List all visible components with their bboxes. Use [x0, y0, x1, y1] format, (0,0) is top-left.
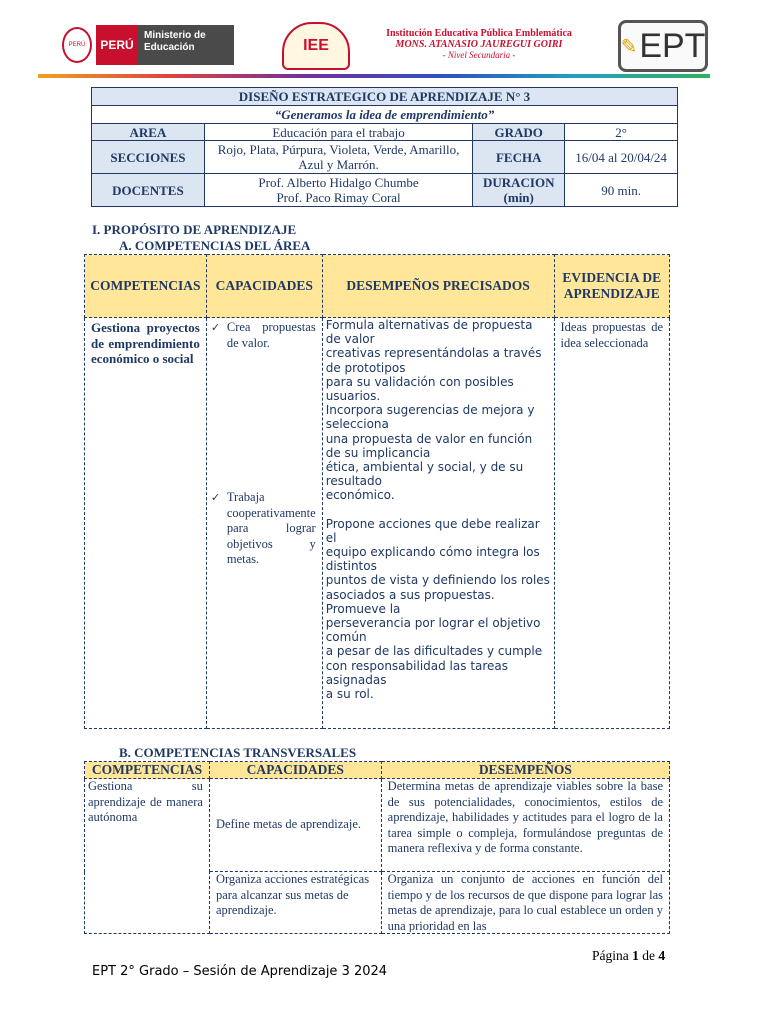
col-header-competencias: COMPETENCIAS: [85, 762, 210, 779]
institution-name: [356, 28, 602, 61]
desempeno-text: Propone acciones que debe realizar el equipo explicando cómo integra los distintos puntos de vista y definiendo los roles asociados a sus propuestas. Promueve la perseverancia por lograr el objetivo común a pesar de las dificultades y cumple con responsabilidad las tareas asignadas a su rol.: [325, 516, 550, 702]
docente-1: Prof. Alberto Hidalgo Chumbe: [258, 175, 419, 190]
col-header-desempenos: DESEMPEÑOS PRECISADOS: [322, 255, 554, 318]
institution-line1: Institución Educativa Pública Emblemática: [386, 28, 572, 39]
capacidad-item: ✓ Crea propuestas de valor.: [209, 320, 316, 490]
evidencia-cell: Ideas propuestas de idea seleccionada: [554, 318, 669, 729]
peru-seal-icon: PERÚ: [62, 27, 92, 63]
col-header-capacidades: CAPACIDADES: [209, 762, 381, 779]
docente-2: Prof. Paco Rimay Coral: [276, 190, 401, 205]
grado-label: GRADO: [473, 124, 565, 141]
competencia-cell: Gestiona su aprendizaje de manera autónoma: [85, 779, 210, 934]
ept-logo: [618, 20, 708, 72]
page-number: [592, 948, 665, 964]
design-subtitle: “Generamos la idea de emprendimiento”: [92, 106, 678, 124]
col-header-competencias: COMPETENCIAS: [85, 255, 207, 318]
competencia-cell: Gestiona proyectos de emprendimiento económico o social: [85, 318, 207, 729]
ept-logo-text: EPT: [639, 26, 706, 65]
page-header: [0, 0, 768, 82]
desempenos-cell: [322, 318, 554, 729]
capacidad-cell: Organiza acciones estratégicas para alcanzar sus metas de aprendizaje.: [209, 872, 381, 934]
desempeno-text: Formula alternativas de propuesta de valor creativas representándolas a través de prototipos para su validación con posibles usuarios. Incorpora sugerencias de mejora y selecciona una propuesta de valor en función de su implicancia ética, ambiental y social, y de su resultado económico.: [325, 318, 542, 503]
institution-line2: MONS. ATANASIO JAUREGUI GOIRI: [395, 39, 563, 50]
docentes-value: [204, 174, 472, 207]
secciones-label: SECCIONES: [92, 141, 205, 174]
section-subtitle-area-competencies: A. COMPETENCIAS DEL ÁREA: [119, 238, 311, 253]
page-of: de: [642, 948, 655, 963]
capacidad-cell: Define metas de aprendizaje.: [209, 779, 381, 872]
page-prefix: Página: [592, 948, 629, 963]
transversal-competencies-table: [84, 761, 670, 934]
design-info-table: [91, 87, 678, 207]
institution-line3: - Nivel Secundaria -: [442, 50, 516, 60]
header-stripe: [38, 74, 710, 78]
capacidad-item: ✓ Trabaja cooperativamente para lograr objetivos y metas.: [209, 490, 316, 568]
grado-value: 2°: [565, 124, 678, 141]
desempeno-cell: Determina metas de aprendizaje viables sobre la base de sus potencialidades, conocimientos, estilos de aprendizaje, habilidades y actitudes para el logro de la tarea simple o compleja, formulándose preguntas de manera reflexiva y de forma constante.: [381, 779, 669, 872]
col-header-evidencia: EVIDENCIA DE APRENDIZAJE: [554, 255, 669, 318]
ministry-logo: [62, 24, 234, 66]
page-total: 4: [658, 948, 666, 963]
footer-text: EPT 2° Grado – Sesión de Aprendizaje 3 2024: [92, 964, 388, 979]
section-title-purpose: I. PROPÓSITO DE APRENDIZAJE: [92, 222, 297, 237]
secciones-value: Rojo, Plata, Púrpura, Violeta, Verde, Amarillo, Azul y Marrón.: [204, 141, 472, 174]
page-current: 1: [632, 948, 639, 963]
area-label: AREA: [92, 124, 205, 141]
ministry-label: Ministerio de Educación: [138, 25, 234, 65]
peru-label: PERÚ: [96, 25, 138, 65]
area-value: Educación para el trabajo: [204, 124, 472, 141]
design-title: DISEÑO ESTRATEGICO DE APRENDIZAJE N° 3: [92, 88, 678, 106]
duracion-value: 90 min.: [565, 174, 678, 207]
desempeno-text: Organiza un conjunto de acciones en función del tiempo y de los recursos de que dispone para lograr las metas de aprendizaje, para lo cual establece un orden y una prioridad en las: [387, 872, 663, 932]
col-header-desempenos: DESEMPEÑOS: [381, 762, 669, 779]
area-competencies-table: [84, 254, 670, 729]
duracion-label: DURACION (min): [473, 174, 565, 207]
capacidades-cell: [206, 318, 322, 729]
fecha-label: FECHA: [473, 141, 565, 174]
pencil-icon: ✎: [620, 35, 638, 58]
fecha-value: 16/04 al 20/04/24: [565, 141, 678, 174]
col-header-capacidades: CAPACIDADES: [206, 255, 322, 318]
school-logo-icon: IEE: [282, 22, 350, 70]
docentes-label: DOCENTES: [92, 174, 205, 207]
section-subtitle-transversal: B. COMPETENCIAS TRANSVERSALES: [119, 745, 357, 760]
desempeno-cell: [381, 872, 669, 934]
